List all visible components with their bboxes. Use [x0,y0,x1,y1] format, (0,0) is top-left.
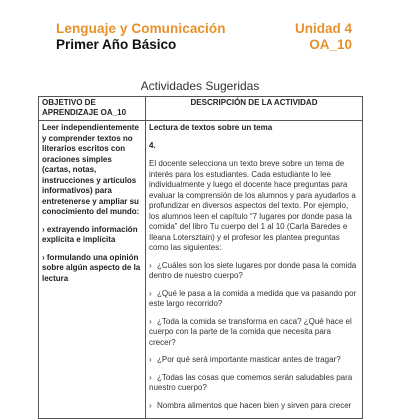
unit-label: Unidad 4 [294,21,352,36]
document-header-right [295,21,352,53]
activities-table [38,96,363,419]
activity-number: 4. [149,141,156,150]
objective-cell [39,121,146,419]
grade-title: Primer Año Básico [56,37,177,52]
question-text: ¿Por qué será importante masticar antes de tragar? [157,355,341,364]
section-title: Actividades Sugeridas [140,79,260,93]
activity-description: El docente selecciona un texto breve sobre un tema de interés para los estudiantes. Cada estudiante lo lee individualmente y luego el docente hace preguntas para evaluar la comprensión de los alumnos y para ayudarlos a profundizar en diversos aspectos del texto. Por ejemplo, los alumnos leen el capítulo “7 lugares por donde pasa la comida” del libro Tu cuerpo del 1 al 10 (Carla Baredes e Ileana Lotersztain) y el profesor les plantea preguntas como las siguientes: [149,159,356,252]
question-text: ¿Cuáles son los siete lugares por donde pasa la comida dentro de nuestro cuerpo? [149,260,357,280]
question-item [149,355,359,366]
bullet-icon: › [149,316,152,326]
objective-intro: Leer independientemente y comprender textos no literarios escritos con oraciones simples (cartas, notas, instrucciones y artículos informativos) para entretenerse y ampliar su conocimiento del mundo: [42,123,140,216]
bullet-icon: › [149,355,152,364]
question-item [149,373,359,394]
objective-point: › extrayendo información explícita e implícita [42,224,138,244]
question-item [149,317,359,349]
subject-title: Lenguaje y Comunicación [56,21,226,36]
objective-column-header: OBJETIVO DE APRENDIZAJE OA_10 [39,97,146,121]
question-item [149,289,359,310]
question-text: Nombra alimentos que hacen bien y sirven para crecer [157,400,352,410]
table-row [39,121,363,419]
bullet-icon: › [149,260,152,270]
activity-cell [146,121,363,419]
bullet-icon: › [149,372,152,382]
question-text: ¿Toda la comida se transforma en caca? ¿Qué hace el cuerpo con la parte de la comida que necesita para crecer? [149,316,352,347]
bullet-icon: › [149,400,152,410]
question-item [149,261,359,282]
objective-code: OA_10 [309,37,352,52]
objective-point: › formulando una opinión sobre algún aspecto de la lectura [42,252,141,283]
activity-title: Lectura de textos sobre un tema [149,123,273,132]
question-text: ¿Qué le pasa a la comida a medida que va pasando por este largo recorrido? [149,288,357,308]
document-header-left [56,21,226,53]
question-item [149,401,359,412]
bullet-icon: › [149,288,152,298]
question-text: ¿Todas las cosas que comemos serán saludables para nuestro cuerpo? [149,372,353,392]
table-header-row [39,97,363,121]
description-column-header: DESCRIPCIÓN DE LA ACTIVIDAD [146,97,363,121]
